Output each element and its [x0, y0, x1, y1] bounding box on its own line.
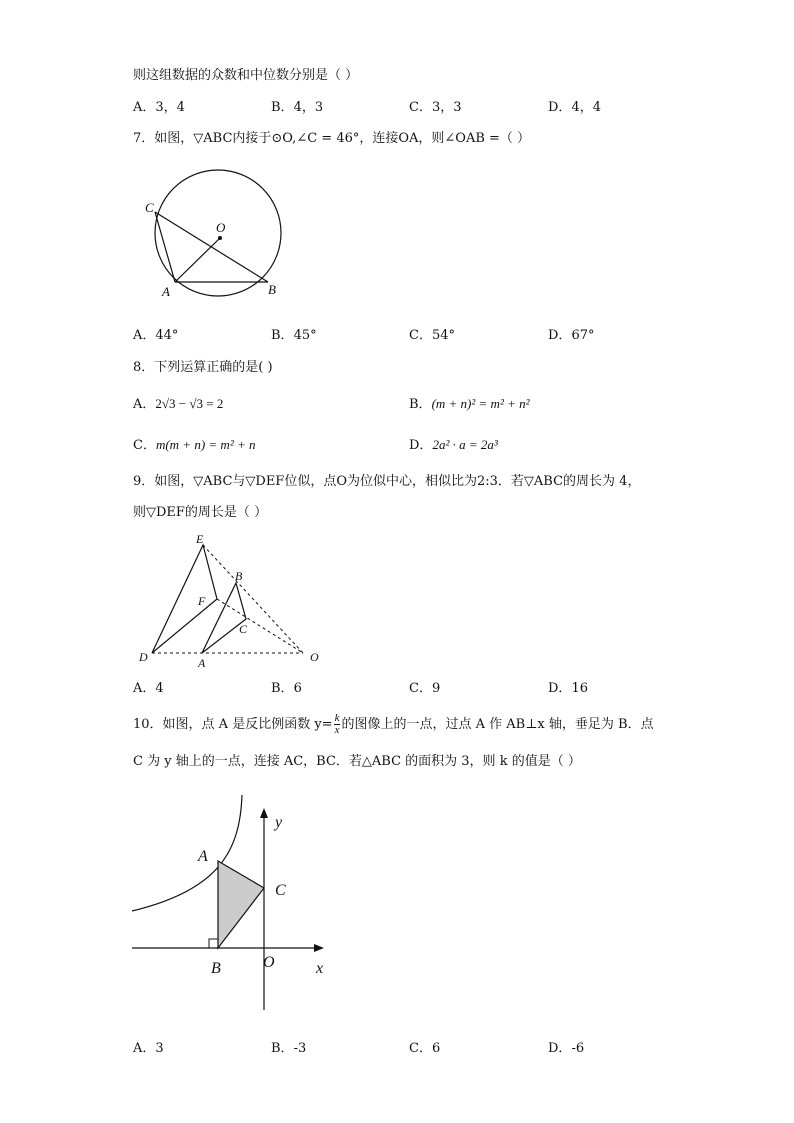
segment-OA	[175, 238, 220, 282]
q9-option-d: D．16	[548, 681, 588, 696]
q10-option-a: A．3	[133, 1041, 164, 1056]
label-O: O	[310, 650, 319, 664]
q10-option-d: D．-6	[548, 1041, 585, 1056]
label-O: O	[216, 220, 226, 235]
label-A: A	[162, 284, 170, 299]
dashed-ray-OE	[203, 545, 303, 653]
q9-homothety-figure	[135, 533, 325, 668]
q6-option-d: D．4，4	[548, 100, 601, 115]
q7-option-a: A．44°	[133, 328, 179, 343]
q8-option-a: A．2√3 − √3 = 2	[133, 396, 224, 412]
center-point-O	[218, 236, 222, 240]
q7-option-b: B．45°	[271, 328, 317, 343]
q10-stem-line1: 10．如图，点 A 是反比例函数 y= $\frac{k}{x}$ 的图像上的一点，过点 A 作 AB⊥x 轴，垂足为 B．点	[133, 712, 654, 736]
label-B: B	[211, 960, 221, 977]
q8-option-b: B．(m + n)² = m² + n²	[409, 396, 530, 412]
label-y: y	[275, 814, 283, 831]
q8-option-d: D．2a² · a = 2a³	[409, 437, 498, 453]
triangle-DEF	[152, 545, 217, 653]
label-C: C	[239, 622, 248, 636]
q10-option-b: B．-3	[271, 1041, 307, 1056]
triangle-ABC	[202, 583, 246, 653]
q10-option-c: C．6	[409, 1041, 441, 1056]
q9-stem-line2: 则▽DEF的周长是（ ）	[133, 505, 268, 520]
y-axis-arrow	[260, 808, 268, 818]
q7-option-d: D．67°	[548, 328, 595, 343]
label-D: D	[139, 650, 148, 664]
label-E: E	[196, 532, 204, 546]
q6-option-b: B．4，3	[271, 100, 324, 115]
triangle-ABC	[218, 861, 264, 948]
right-angle-mark	[209, 939, 218, 948]
label-C: C	[145, 200, 154, 215]
q7-circle-figure	[140, 170, 300, 305]
label-O: O	[263, 954, 275, 971]
q6-option-c: C．3，3	[409, 100, 462, 115]
q9-option-b: B．6	[271, 681, 302, 696]
q7-option-c: C．54°	[409, 328, 455, 343]
label-B: B	[268, 282, 276, 297]
q10-stem-line2: C 为 y 轴上的一点，连接 AC，BC．若△ABC 的面积为 3，则 k 的值是（ ）	[133, 754, 581, 769]
q8-stem: 8．下列运算正确的是( )	[133, 360, 273, 375]
q10-hyperbola-figure	[130, 790, 340, 1015]
label-B: B	[235, 569, 243, 583]
label-A: A	[198, 848, 208, 865]
label-C: C	[275, 882, 286, 899]
q8-option-c: C．m(m + n) = m² + n	[133, 437, 256, 453]
q9-stem-line1: 9．如图，▽ABC与▽DEF位似，点O为位似中心，相似比为2:3．若▽ABC的周长为 4，	[133, 474, 641, 489]
label-A: A	[198, 656, 206, 670]
fraction-k-over-x: $\frac{k}{x}$	[334, 712, 340, 736]
q7-stem: 7．如图，▽ABC内接于⊙O,∠C = 46°，连接OA，则∠OAB =（ ）	[133, 131, 531, 146]
label-F: F	[198, 594, 206, 608]
q6-stem: 则这组数据的众数和中位数分别是（ ）	[133, 68, 359, 83]
label-x: x	[316, 960, 324, 977]
q9-option-c: C．9	[409, 681, 441, 696]
q9-option-a: A．4	[133, 681, 164, 696]
q6-option-a: A．3，4	[133, 100, 185, 115]
x-axis-arrow	[314, 944, 324, 952]
